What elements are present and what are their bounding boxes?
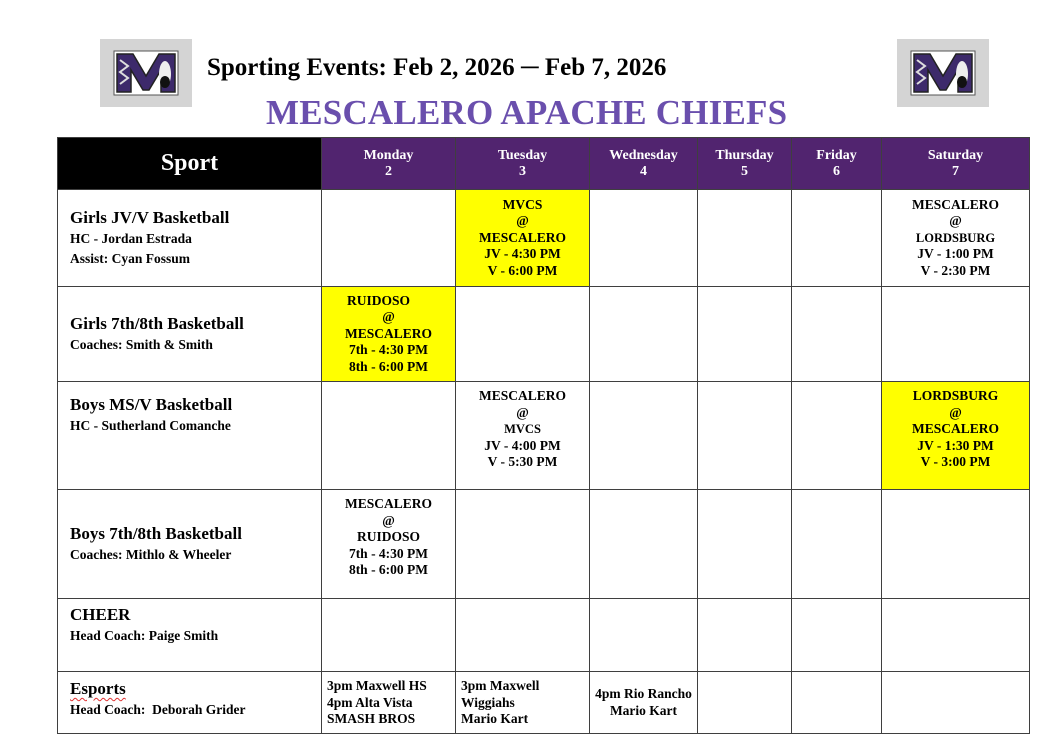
event-cell-friday (792, 490, 882, 599)
event-line: MESCALERO (344, 325, 432, 341)
event-line: JV - 4:00 PM (484, 437, 561, 453)
event-line: RUIDOSO (347, 292, 411, 308)
event-line: MESCALERO (344, 496, 432, 511)
event-cell-tuesday (456, 190, 590, 287)
day-header-tuesday (456, 138, 590, 190)
event-cell-saturday (882, 490, 1030, 599)
sport-cell (58, 599, 322, 672)
event-cell-monday (322, 672, 456, 734)
day-name: Tuesday (497, 147, 548, 163)
event-line: V - 2:30 PM (920, 262, 991, 278)
event-cell-saturday (882, 190, 1030, 287)
table-row (58, 287, 1030, 382)
day-name: Thursday (715, 147, 774, 163)
event-cell-saturday (882, 599, 1030, 672)
event-line: MVCS (502, 196, 543, 212)
day-date: 2 (385, 163, 392, 179)
event-cell-thursday (698, 382, 792, 490)
event-cell-thursday (698, 287, 792, 382)
event-line: Mario Kart (609, 702, 678, 718)
schedule-table (57, 137, 1030, 734)
sport-name: Girls 7th/8th Basketball (70, 314, 244, 333)
event-cell-friday (792, 599, 882, 672)
day-name: Monday (363, 147, 414, 163)
event-line: 3pm Maxwell HS (327, 678, 427, 693)
event-line: MESCALERO (911, 196, 999, 212)
event-line: MESCALERO (478, 388, 566, 403)
coach-line: HC - Jordan Estrada (70, 231, 192, 246)
day-header-monday (322, 138, 456, 190)
event-line: JV - 1:00 PM (917, 246, 994, 262)
header-row (58, 138, 1030, 190)
event-line: MESCALERO (911, 421, 999, 436)
sport-column-header: Sport (58, 138, 322, 190)
team-name: MESCALERO APACHE CHIEFS (266, 93, 788, 132)
event-cell-tuesday (456, 672, 590, 734)
day-header-friday (792, 138, 882, 190)
event-line: LORDSBURG (912, 388, 999, 403)
m-logo-icon (910, 50, 976, 96)
event-line: @ (516, 404, 529, 420)
sport-name: CHEER (70, 605, 131, 624)
event-cell-saturday (882, 287, 1030, 382)
event-cell-wednesday (590, 599, 698, 672)
sport-name: Girls JV/V Basketball (70, 208, 230, 227)
event-line: V - 3:00 PM (920, 454, 991, 469)
event-line: MVCS (504, 422, 541, 436)
event-cell-friday (792, 287, 882, 382)
spellcheck-underline: Esports (70, 679, 126, 698)
coach-line: Coaches: Smith & Smith (70, 337, 213, 352)
event-cell-wednesday (590, 190, 698, 287)
event-line: 3pm Maxwell (461, 678, 540, 693)
coach-line: HC - Sutherland Comanche (70, 418, 231, 433)
sport-cell (58, 382, 322, 490)
event-cell-wednesday (590, 287, 698, 382)
event-cell-tuesday (456, 382, 590, 490)
school-logo-right (897, 39, 989, 107)
day-name: Saturday (927, 147, 984, 163)
event-cell-thursday (698, 599, 792, 672)
m-logo-icon (113, 50, 179, 96)
sport-cell (58, 490, 322, 599)
event-cell-friday (792, 382, 882, 490)
day-header-thursday (698, 138, 792, 190)
event-line: V - 6:00 PM (487, 262, 558, 278)
sport-name (70, 678, 321, 700)
event-cell-saturday (882, 672, 1030, 734)
event-line: Wiggiahs (461, 694, 515, 710)
table-row (58, 382, 1030, 490)
event-line: JV - 4:30 PM (484, 246, 561, 262)
coach-line: Coaches: Mithlo & Wheeler (70, 547, 232, 562)
event-cell-tuesday (456, 287, 590, 382)
sport-name: Boys 7th/8th Basketball (70, 524, 242, 543)
day-date: 5 (741, 163, 748, 179)
event-line: @ (949, 213, 962, 229)
page-title: Sporting Events: Feb 2, 2026 ─ Feb 7, 2026 (207, 54, 667, 81)
event-line: @ (382, 309, 395, 325)
event-line: JV - 1:30 PM (917, 437, 994, 453)
event-line: LORDSBURG (915, 230, 996, 245)
day-date: 4 (640, 163, 647, 179)
event-cell-thursday (698, 490, 792, 599)
table-row (58, 490, 1030, 599)
event-line: 7th - 4:30 PM (348, 545, 429, 561)
event-line: V - 5:30 PM (487, 454, 558, 469)
event-line: 8th - 6:00 PM (348, 358, 429, 374)
event-cell-thursday (698, 672, 792, 734)
sport-name: Boys MS/V Basketball (70, 395, 233, 414)
event-cell-saturday (882, 382, 1030, 490)
event-line: RUIDOSO (356, 529, 420, 544)
sport-cell (58, 672, 322, 734)
event-cell-monday (322, 287, 456, 382)
event-cell-monday (322, 190, 456, 287)
event-line: MESCALERO (478, 229, 566, 245)
day-header-saturday (882, 138, 1030, 190)
event-line: 8th - 6:00 PM (348, 562, 429, 577)
event-line: @ (382, 512, 395, 528)
day-header-wednesday (590, 138, 698, 190)
event-cell-wednesday (590, 672, 698, 734)
table-row (58, 599, 1030, 672)
event-cell-monday (322, 382, 456, 490)
day-date: 6 (833, 163, 840, 179)
event-line: @ (949, 404, 962, 420)
coach-line: Assist: Cyan Fossum (70, 251, 191, 266)
event-cell-monday (322, 599, 456, 672)
day-date: 3 (519, 163, 526, 179)
day-name: Wednesday (609, 147, 678, 163)
event-line: 4pm Rio Rancho (595, 686, 692, 701)
event-cell-friday (792, 672, 882, 734)
coach-line: Head Coach: Paige Smith (70, 628, 219, 643)
event-line: @ (516, 213, 529, 229)
school-logo-left (100, 39, 192, 107)
event-cell-tuesday (456, 599, 590, 672)
event-line: 7th - 4:30 PM (348, 342, 429, 358)
event-cell-friday (792, 190, 882, 287)
sport-cell (58, 287, 322, 382)
event-cell-monday (322, 490, 456, 599)
event-cell-wednesday (590, 490, 698, 599)
day-name: Friday (816, 147, 857, 163)
event-cell-wednesday (590, 382, 698, 490)
event-cell-thursday (698, 190, 792, 287)
coach-line: Head Coach: Deborah Grider (70, 702, 246, 717)
event-line: Mario Kart (461, 711, 529, 726)
event-cell-tuesday (456, 490, 590, 599)
day-date: 7 (952, 163, 959, 179)
event-line: 4pm Alta Vista (327, 694, 413, 710)
sport-cell (58, 190, 322, 287)
table-row (58, 672, 1030, 734)
table-row (58, 190, 1030, 287)
event-line: SMASH BROS (327, 711, 416, 726)
